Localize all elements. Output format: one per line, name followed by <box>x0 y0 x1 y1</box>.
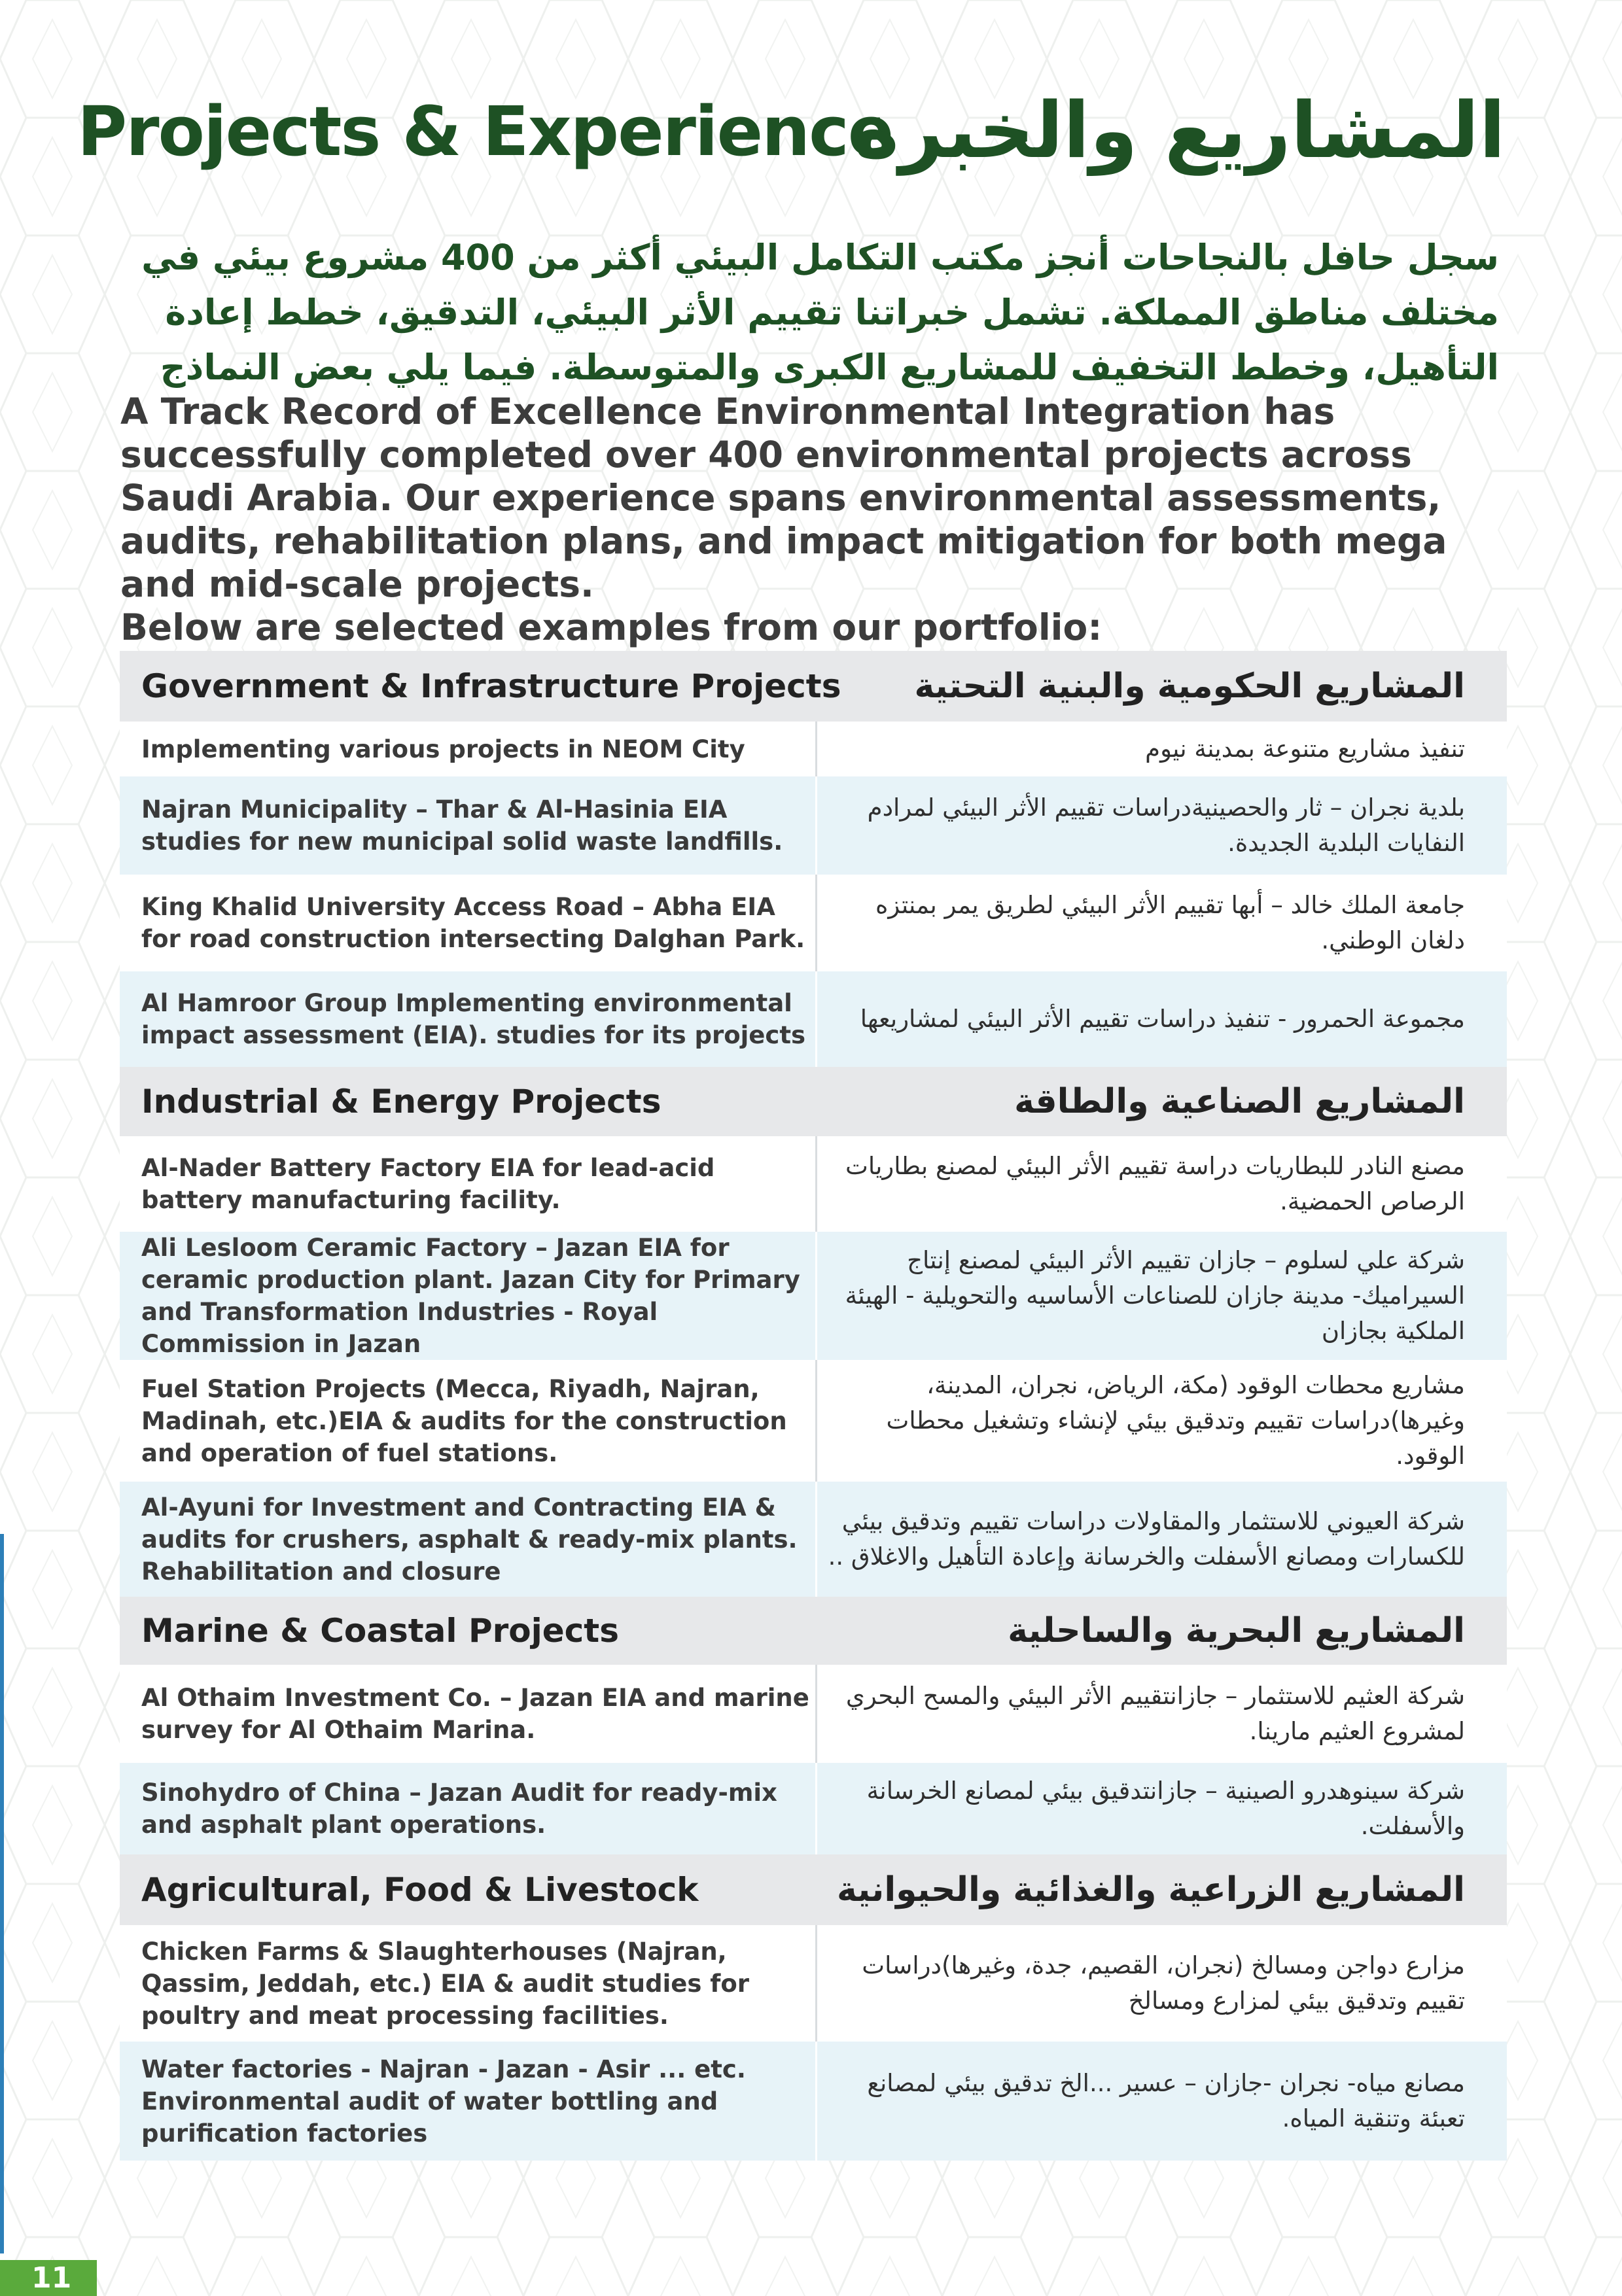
intro-arabic: سجل حافل بالنجاحات أنجز مكتب التكامل البيئي أكثر من 400 مشروع بيئي في مختلف مناطق المملكة. تشمل خبراتنا تقييم الأثر البيئي، التدقيق، خطط إعادة التأهيل، وخطط التخفيف للمشاريع الكبرى والمتوسطة. فيما يلي بعض النماذج <box>141 237 1499 388</box>
table-row <box>120 1232 1507 1360</box>
table-row <box>120 1665 1507 1763</box>
table-row <box>120 2042 1507 2161</box>
section-header-industrial <box>120 1067 1507 1136</box>
table-row <box>120 1763 1507 1854</box>
section-title-en: Agricultural, Food & Livestock <box>141 1871 699 1909</box>
table-row <box>120 1136 1507 1232</box>
table-row <box>120 1482 1507 1597</box>
page-title-english: Projects & Experience <box>77 92 893 171</box>
project-en: King Khalid University Access Road – Abha EIA for road construction intersecting Dalghan Park. <box>141 893 805 953</box>
project-en: Implementing various projects in NEOM City <box>141 735 745 763</box>
table-row <box>120 722 1507 776</box>
project-en: Ali Lesloom Ceramic Factory – Jazan EIA for ceramic production plant. Jazan City for Primary and Transformation Industries - Royal Commission in Jazan <box>141 1234 800 1358</box>
project-ar: مصنع النادر للبطاريات دراسة تقييم الأثر البيئي لمصنع بطاريات الرصاص الحمضية. <box>845 1152 1465 1215</box>
section-header-agricultural <box>120 1854 1507 1925</box>
section-title-ar: المشاريع الصناعية والطاقة <box>1014 1082 1465 1121</box>
section-title-en: Marine & Coastal Projects <box>141 1612 619 1650</box>
project-ar: بلدية نجران – ثار والحصينيةدراسات تقييم الأثر البيئي لمرادم النفايات البلدية الجديدة. <box>867 793 1465 857</box>
project-en: Al Hamroor Group Implementing environmental impact assessment (EIA). studies for its projects <box>141 989 806 1049</box>
table-row <box>120 875 1507 971</box>
intro-english <box>120 390 1517 649</box>
page-number-badge: 11 <box>0 2260 97 2296</box>
project-en: Najran Municipality – Thar & Al-Hasinia EIA studies for new municipal solid waste landfills. <box>141 795 783 856</box>
section-header-government <box>120 651 1507 722</box>
project-en: Chicken Farms & Slaughterhouses (Najran, Qassim, Jeddah, etc.) EIA & audit studies for poultry and meat processing facilities. <box>141 1937 750 2030</box>
section-title-ar: المشاريع الحكومية والبنية التحتية <box>914 667 1465 706</box>
section-header-marine <box>120 1597 1507 1665</box>
intro-english-lead: Below are selected examples from our portfolio: <box>120 606 1102 648</box>
project-ar: تنفيذ مشاريع متنوعة بمدينة نيوم <box>1145 735 1465 763</box>
project-en: Al-Ayuni for Investment and Contracting EIA & audits for crushers, asphalt & ready-mix plants. Rehabilitation and closure <box>141 1493 798 1586</box>
project-ar: شركة سينوهدرو الصينية – جازانتدقيق بيئي لمصانع الخرسانة والأسفلت. <box>866 1777 1465 1840</box>
section-title-en: Industrial & Energy Projects <box>141 1083 661 1121</box>
page-title-arabic: المشاريع والخبرة <box>853 85 1506 175</box>
table-row <box>120 1925 1507 2042</box>
table-row <box>120 971 1507 1067</box>
project-ar: مصانع مياه- نجران -جازان – عسير ...الخ تدقيق بيئي لمصانع تعبئة وتنقية المياه. <box>867 2069 1465 2132</box>
project-ar: جامعة الملك خالد – أبها تقييم الأثر البيئي لطريق يمر بمنتزه دلغان الوطني. <box>875 891 1465 954</box>
project-en: Al-Nader Battery Factory EIA for lead-acid battery manufacturing facility. <box>141 1154 715 1214</box>
section-title-ar: المشاريع الزراعية والغذائية والحيوانية <box>837 1870 1465 1909</box>
project-en: Fuel Station Projects (Mecca, Riyadh, Najran, Madinah, etc.)EIA & audits for the construction and operation of fuel stations. <box>141 1374 787 1467</box>
project-ar: مجموعة الحمرور - تنفيذ دراسات تقييم الأثر البيئي لمشاريعها <box>860 1005 1465 1033</box>
project-en: Water factories - Najran - Jazan - Asir ... etc. Environmental audit of water bottling and purification factories <box>141 2055 746 2148</box>
intro-english-paragraph: A Track Record of Excellence Environmental Integration has successfully completed over 400 environmental projects across Saudi Arabia. Our experience spans environmental assessments, audits, rehabilitation plans, and impact mitigation for both mega and mid-scale projects. <box>120 391 1447 605</box>
projects-table <box>120 651 1507 2161</box>
project-en: Sinohydro of China – Jazan Audit for ready-mix and asphalt plant operations. <box>141 1779 777 1839</box>
section-title-ar: المشاريع البحرية والساحلية <box>1008 1611 1465 1650</box>
section-title-en: Government & Infrastructure Projects <box>141 667 841 705</box>
table-row <box>120 776 1507 875</box>
table-row <box>120 1360 1507 1482</box>
project-ar: شركة العيوني للاستثمار والمقاولات دراسات تقييم وتدقيق بيئي للكسارات ومصانع الأسفلت والخرسانة وإعادة التأهيل والاغلاق .. <box>828 1507 1465 1571</box>
left-edge-accent <box>0 1534 4 2253</box>
project-ar: شركة العثيم للاستثمار – جازانتقييم الأثر البيئي والمسح البحري لمشروع العثيم مارينا. <box>845 1682 1465 1745</box>
project-en: Al Othaim Investment Co. – Jazan EIA and marine survey for Al Othaim Marina. <box>141 1684 809 1744</box>
project-ar: شركة علي لسلوم – جازان تقييم الأثر البيئي لمصنع إنتاج السيراميك- مدينة جازان للصناعات الأساسيه والتحويلية - الهيئة الملكية بجازان <box>845 1246 1465 1345</box>
project-ar: مشاريع محطات الوقود (مكة، الرياض، نجران، المدينة، وغيرها)دراسات تقييم وتدقيق بيئي لإنشاء وتشغيل محطات الوقود. <box>886 1371 1465 1470</box>
project-ar: مزارع دواجن ومسالخ (نجران، القصيم، جدة، وغيرها)دراسات تقييم وتدقيق بيئي لمزارع ومسالخ <box>862 1951 1465 2015</box>
